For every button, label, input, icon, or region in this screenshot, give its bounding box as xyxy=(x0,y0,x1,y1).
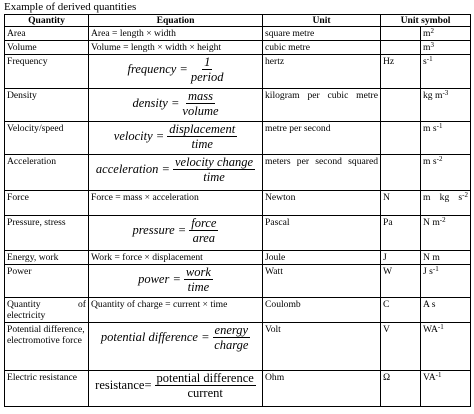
table-row xyxy=(5,323,471,371)
table-row xyxy=(5,216,471,251)
base-unit: VA xyxy=(423,372,436,383)
base-unit-cell xyxy=(421,55,471,89)
symbol-cell xyxy=(381,89,421,122)
base-unit-cell xyxy=(421,371,471,407)
numerator: potential difference xyxy=(156,371,254,385)
unit-cell: Joule xyxy=(263,251,381,265)
base-unit-cell xyxy=(421,216,471,251)
exponent: 3 xyxy=(430,41,434,49)
equation-cell xyxy=(89,55,263,89)
quantity-cell: Area xyxy=(5,27,89,41)
symbol-cell xyxy=(381,155,421,191)
symbol-cell: W xyxy=(381,265,421,298)
exponent: -1 xyxy=(435,371,442,379)
numerator: displacement xyxy=(169,122,236,136)
exponent: -1 xyxy=(437,323,444,331)
equation-lhs: density = xyxy=(132,96,180,110)
symbol-cell: N xyxy=(381,191,421,216)
equation-cell xyxy=(89,155,263,191)
numerator: force xyxy=(191,216,217,230)
base-unit-cell xyxy=(421,122,471,155)
denominator: time xyxy=(187,280,210,294)
base-unit-cell xyxy=(421,89,471,122)
unit-cell: Ohm xyxy=(263,371,381,407)
base-unit: kg m xyxy=(423,90,443,101)
fraction xyxy=(155,372,256,399)
symbol-cell: Hz xyxy=(381,55,421,89)
table-row xyxy=(5,265,471,298)
equation-formula xyxy=(91,266,260,293)
base-unit: J s xyxy=(423,266,433,277)
quantity-cell: Pressure, stress xyxy=(5,216,89,251)
unit-cell: Pascal xyxy=(263,216,381,251)
base-unit-cell xyxy=(421,41,471,55)
symbol-cell xyxy=(381,27,421,41)
header-unit-symbol: Unit symbol xyxy=(381,15,471,27)
unit-cell: square metre xyxy=(263,27,381,41)
quantity-cell: Acceleration xyxy=(5,155,89,191)
equation-cell xyxy=(89,323,263,371)
table-row xyxy=(5,251,471,265)
unit-cell: cubic metre xyxy=(263,41,381,55)
symbol-cell: Ω xyxy=(381,371,421,407)
equation-lhs: pressure = xyxy=(132,223,187,237)
fraction xyxy=(184,266,213,293)
fraction xyxy=(173,156,255,183)
base-unit-cell xyxy=(421,265,471,298)
header-row xyxy=(5,15,471,27)
exponent: -1 xyxy=(436,122,443,130)
equation-lhs: potential difference = xyxy=(100,330,210,344)
base-unit: m s xyxy=(423,123,437,134)
equation-formula xyxy=(91,324,260,351)
equation-cell: Force = mass × acceleration xyxy=(89,191,263,216)
equation-cell xyxy=(89,216,263,251)
quantity-cell: Frequency xyxy=(5,55,89,89)
base-unit-cell xyxy=(421,155,471,191)
fraction xyxy=(182,90,218,117)
quantity-cell: Electric resistance xyxy=(5,371,89,407)
table-row xyxy=(5,27,471,41)
symbol-cell: C xyxy=(381,298,421,323)
table-row xyxy=(5,155,471,191)
base-unit: m s xyxy=(423,156,437,167)
unit-cell: Newton xyxy=(263,191,381,216)
denominator: area xyxy=(192,231,216,245)
base-unit-cell xyxy=(421,298,471,323)
unit-cell: Watt xyxy=(263,265,381,298)
equation-formula xyxy=(91,123,260,150)
base-unit: A s xyxy=(423,299,436,310)
base-unit-cell xyxy=(421,27,471,41)
base-unit: N m xyxy=(423,252,440,263)
base-unit: m xyxy=(423,28,431,39)
quantity-cell: Energy, work xyxy=(5,251,89,265)
symbol-cell: Pa xyxy=(381,216,421,251)
numerator: work xyxy=(185,265,211,279)
table-row xyxy=(5,371,471,407)
equation-formula xyxy=(91,372,260,399)
table-row xyxy=(5,122,471,155)
quantity-cell: Quantity of electricity xyxy=(5,298,89,323)
equation-lhs: acceleration = xyxy=(95,162,170,176)
numerator: mass xyxy=(187,89,213,103)
symbol-cell xyxy=(381,41,421,55)
denominator: period xyxy=(190,70,224,84)
equation-cell xyxy=(89,265,263,298)
equation-lhs: resistance= xyxy=(95,378,152,392)
equation-lhs: power = xyxy=(138,272,181,286)
quantity-cell: Potential difference, electromotive force xyxy=(5,323,89,371)
exponent: 2 xyxy=(430,27,434,35)
exponent: -2 xyxy=(462,191,468,199)
base-unit: s xyxy=(423,56,427,67)
denominator: volume xyxy=(182,104,219,118)
equation-formula xyxy=(91,156,260,183)
fraction xyxy=(189,217,218,244)
base-unit: m xyxy=(423,42,431,53)
symbol-cell: V xyxy=(381,323,421,371)
exponent: -2 xyxy=(436,155,443,163)
unit-cell: meters per second squared xyxy=(263,155,381,191)
denominator: charge xyxy=(214,338,249,352)
table-row xyxy=(5,191,471,216)
base-unit: N m xyxy=(423,217,440,228)
denominator: time xyxy=(191,137,213,151)
numerator: 1 xyxy=(204,55,211,69)
equation-lhs: frequency = xyxy=(127,62,188,76)
numerator: energy xyxy=(214,323,249,337)
unit-cell: metre per second xyxy=(263,122,381,155)
base-unit-cell xyxy=(421,251,471,265)
equation-lhs: velocity = xyxy=(113,129,165,143)
unit-cell: hertz xyxy=(263,55,381,89)
numerator: velocity change xyxy=(174,155,254,169)
header-equation: Equation xyxy=(89,15,263,27)
denominator: current xyxy=(187,386,223,400)
fraction xyxy=(191,56,224,83)
exponent: -1 xyxy=(432,265,439,273)
quantity-cell: Power xyxy=(5,265,89,298)
derived-quantities-table xyxy=(4,14,471,407)
equation-cell: Work = force × displacement xyxy=(89,251,263,265)
exponent: -1 xyxy=(426,55,433,63)
base-unit-cell xyxy=(421,191,471,216)
header-quantity: Quantity xyxy=(5,15,89,27)
base-unit: m kg s xyxy=(423,192,463,203)
table-caption: Example of derived quantities xyxy=(4,1,137,13)
unit-cell: Coulomb xyxy=(263,298,381,323)
equation-cell: Area = length × width xyxy=(89,27,263,41)
equation-cell xyxy=(89,122,263,155)
table-row xyxy=(5,298,471,323)
symbol-cell xyxy=(381,122,421,155)
quantity-cell: Density xyxy=(5,89,89,122)
equation-cell: Quantity of charge = current × time xyxy=(89,298,263,323)
unit-cell: Volt xyxy=(263,323,381,371)
quantity-cell: Volume xyxy=(5,41,89,55)
fraction xyxy=(213,324,251,351)
header-unit: Unit xyxy=(263,15,381,27)
quantity-cell: Velocity/speed xyxy=(5,122,89,155)
equation-cell xyxy=(89,89,263,122)
fraction xyxy=(167,123,237,150)
equation-formula xyxy=(91,90,260,117)
denominator: time xyxy=(203,170,225,184)
symbol-cell: J xyxy=(381,251,421,265)
equation-formula xyxy=(91,56,260,83)
equation-cell xyxy=(89,371,263,407)
table-row xyxy=(5,89,471,122)
equation-formula xyxy=(91,217,260,244)
table-row xyxy=(5,55,471,89)
base-unit-cell xyxy=(421,323,471,371)
quantity-cell: Force xyxy=(5,191,89,216)
exponent: -3 xyxy=(442,89,449,97)
base-unit: WA xyxy=(423,324,438,335)
exponent: -2 xyxy=(439,216,446,224)
equation-cell: Volume = length × width × height xyxy=(89,41,263,55)
unit-cell: kilogram per cubic metre xyxy=(263,89,381,122)
table-row xyxy=(5,41,471,55)
